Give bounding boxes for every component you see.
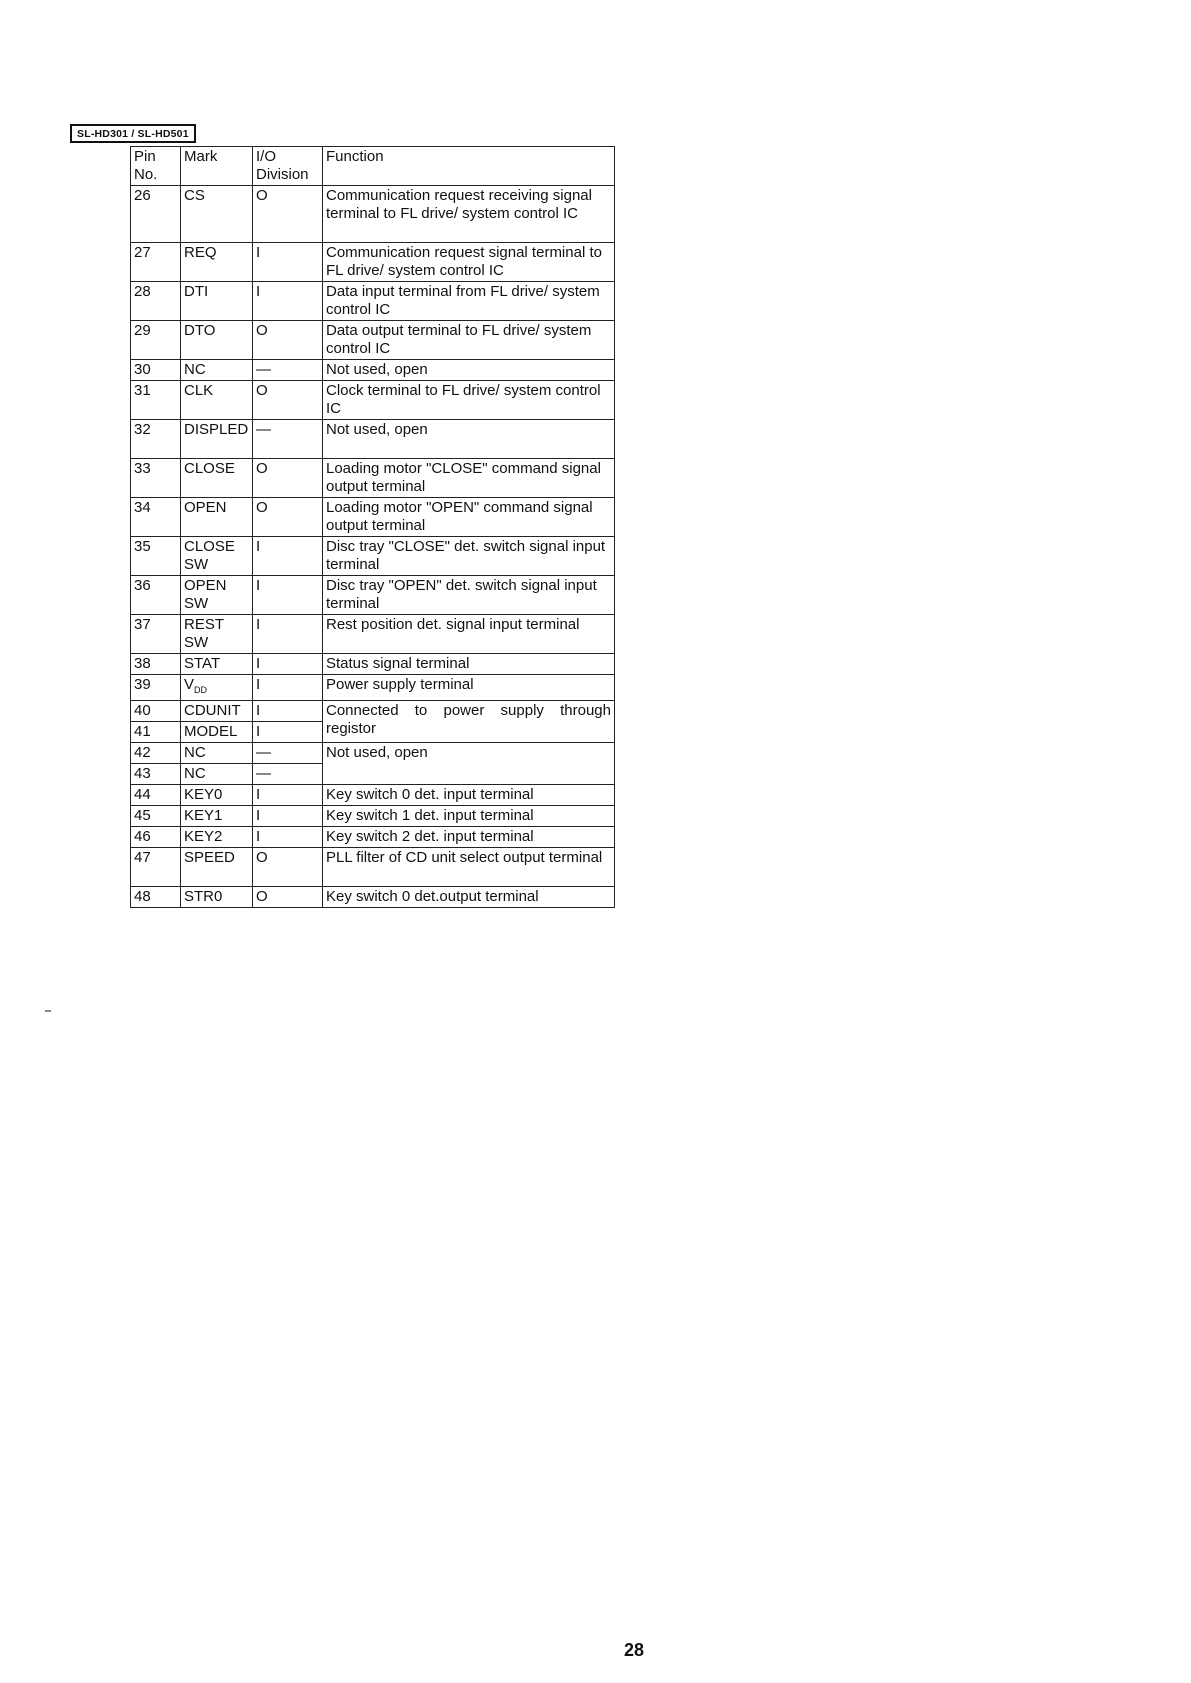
function-cell: Status signal terminal	[323, 654, 615, 675]
mark-cell: DTO	[181, 321, 253, 360]
pin-cell: 34	[131, 498, 181, 537]
function-cell: Not used, open	[323, 743, 615, 785]
io-cell: I	[253, 722, 323, 743]
header-io-text: I/O Division	[256, 148, 309, 183]
io-cell: O	[253, 498, 323, 537]
io-cell: O	[253, 321, 323, 360]
pin-cell: 47	[131, 848, 181, 887]
io-cell: O	[253, 848, 323, 887]
io-cell: I	[253, 806, 323, 827]
mark-cell: OPEN	[181, 498, 253, 537]
table-row	[131, 675, 615, 701]
pin-cell: 27	[131, 243, 181, 282]
io-cell: I	[253, 576, 323, 615]
pin-function-table	[130, 146, 615, 908]
io-cell: I	[253, 827, 323, 848]
table-row	[131, 615, 615, 654]
function-cell: Key switch 0 det. input terminal	[323, 785, 615, 806]
header-mark	[181, 147, 253, 186]
pin-cell: 31	[131, 381, 181, 420]
header-pin-no-text: Pin No.	[134, 148, 158, 183]
scan-artifact-mark	[45, 1010, 51, 1012]
mark-cell: NC	[181, 360, 253, 381]
function-cell: Disc tray "OPEN" det. switch signal input terminal	[323, 576, 615, 615]
mark-main-text: V	[184, 676, 195, 693]
table-row	[131, 243, 615, 282]
mark-cell: CLOSE SW	[181, 537, 253, 576]
pin-cell: 41	[131, 722, 181, 743]
mark-cell: KEY1	[181, 806, 253, 827]
io-cell: I	[253, 282, 323, 321]
pin-cell: 35	[131, 537, 181, 576]
io-cell: —	[253, 360, 323, 381]
mark-cell: NC	[181, 743, 253, 764]
pin-cell: 43	[131, 764, 181, 785]
io-cell: O	[253, 381, 323, 420]
pin-cell: 46	[131, 827, 181, 848]
io-cell: O	[253, 887, 323, 908]
table-row	[131, 887, 615, 908]
table-row	[131, 360, 615, 381]
pin-cell: 36	[131, 576, 181, 615]
mark-cell: CLOSE	[181, 459, 253, 498]
function-cell: Data output terminal to FL drive/ system control IC	[323, 321, 615, 360]
io-cell: I	[253, 654, 323, 675]
table-row	[131, 701, 615, 722]
io-cell: I	[253, 785, 323, 806]
mark-cell: MODEL	[181, 722, 253, 743]
mark-cell: REST SW	[181, 615, 253, 654]
page-number: 28	[624, 1640, 645, 1660]
function-cell: Key switch 2 det. input terminal	[323, 827, 615, 848]
table-row	[131, 282, 615, 321]
function-cell: Clock terminal to FL drive/ system control IC	[323, 381, 615, 420]
header-function-text: Function	[326, 148, 384, 165]
pin-cell: 44	[131, 785, 181, 806]
header-function	[323, 147, 615, 186]
io-cell: O	[253, 186, 323, 243]
table-row	[131, 806, 615, 827]
mark-cell: NC	[181, 764, 253, 785]
function-cell: Not used, open	[323, 420, 615, 459]
table-row	[131, 498, 615, 537]
pin-cell: 45	[131, 806, 181, 827]
pin-cell: 26	[131, 186, 181, 243]
io-cell: —	[253, 743, 323, 764]
function-cell: Key switch 1 det. input terminal	[323, 806, 615, 827]
table-row	[131, 321, 615, 360]
mark-cell: STAT	[181, 654, 253, 675]
function-cell: Data input terminal from FL drive/ system control IC	[323, 282, 615, 321]
pin-cell: 37	[131, 615, 181, 654]
pin-cell: 32	[131, 420, 181, 459]
table-row	[131, 381, 615, 420]
io-cell: I	[253, 537, 323, 576]
io-cell: I	[253, 615, 323, 654]
function-cell: Key switch 0 det.output terminal	[323, 887, 615, 908]
pin-cell: 30	[131, 360, 181, 381]
function-cell: PLL filter of CD unit select output terminal	[323, 848, 615, 887]
io-cell: —	[253, 764, 323, 785]
pin-cell: 42	[131, 743, 181, 764]
table-row	[131, 459, 615, 498]
table-row	[131, 785, 615, 806]
function-cell: Connected to power supply through registor	[323, 701, 615, 743]
mark-cell: KEY0	[181, 785, 253, 806]
table-row	[131, 186, 615, 243]
pin-cell: 29	[131, 321, 181, 360]
table-row	[131, 420, 615, 459]
function-cell: Rest position det. signal input terminal	[323, 615, 615, 654]
io-cell: I	[253, 675, 323, 701]
table-row	[131, 743, 615, 764]
pin-cell: 28	[131, 282, 181, 321]
pin-cell: 33	[131, 459, 181, 498]
header-pin-no	[131, 147, 181, 186]
function-cell: Communication request signal terminal to FL drive/ system control IC	[323, 243, 615, 282]
io-cell: I	[253, 243, 323, 282]
mark-cell: KEY2	[181, 827, 253, 848]
pin-cell: 39	[131, 675, 181, 701]
mark-cell: CDUNIT	[181, 701, 253, 722]
mark-cell	[181, 675, 253, 701]
mark-cell: OPEN SW	[181, 576, 253, 615]
mark-cell: CS	[181, 186, 253, 243]
table-row	[131, 576, 615, 615]
header-io-division	[253, 147, 323, 186]
function-cell: Loading motor "CLOSE" command signal output terminal	[323, 459, 615, 498]
mark-cell: STR0	[181, 887, 253, 908]
table-row	[131, 537, 615, 576]
mark-cell: DTI	[181, 282, 253, 321]
io-cell: —	[253, 420, 323, 459]
pin-cell: 40	[131, 701, 181, 722]
function-cell: Loading motor "OPEN" command signal output terminal	[323, 498, 615, 537]
table-row	[131, 827, 615, 848]
function-cell: Disc tray "CLOSE" det. switch signal input terminal	[323, 537, 615, 576]
mark-cell: REQ	[181, 243, 253, 282]
mark-cell: SPEED	[181, 848, 253, 887]
mark-cell: DISPLED	[181, 420, 253, 459]
mark-cell: CLK	[181, 381, 253, 420]
io-cell: I	[253, 701, 323, 722]
function-cell: Not used, open	[323, 360, 615, 381]
table-row	[131, 654, 615, 675]
table-row	[131, 848, 615, 887]
function-cell: Power supply terminal	[323, 675, 615, 701]
function-cell: Communication request receiving signal terminal to FL drive/ system control IC	[323, 186, 615, 243]
pin-cell: 48	[131, 887, 181, 908]
pin-cell: 38	[131, 654, 181, 675]
mark-subscript: DD	[194, 685, 208, 695]
header-mark-text: Mark	[184, 148, 218, 165]
io-cell: O	[253, 459, 323, 498]
model-label: SL-HD301 / SL-HD501	[70, 124, 196, 143]
table-header-row	[131, 147, 615, 186]
